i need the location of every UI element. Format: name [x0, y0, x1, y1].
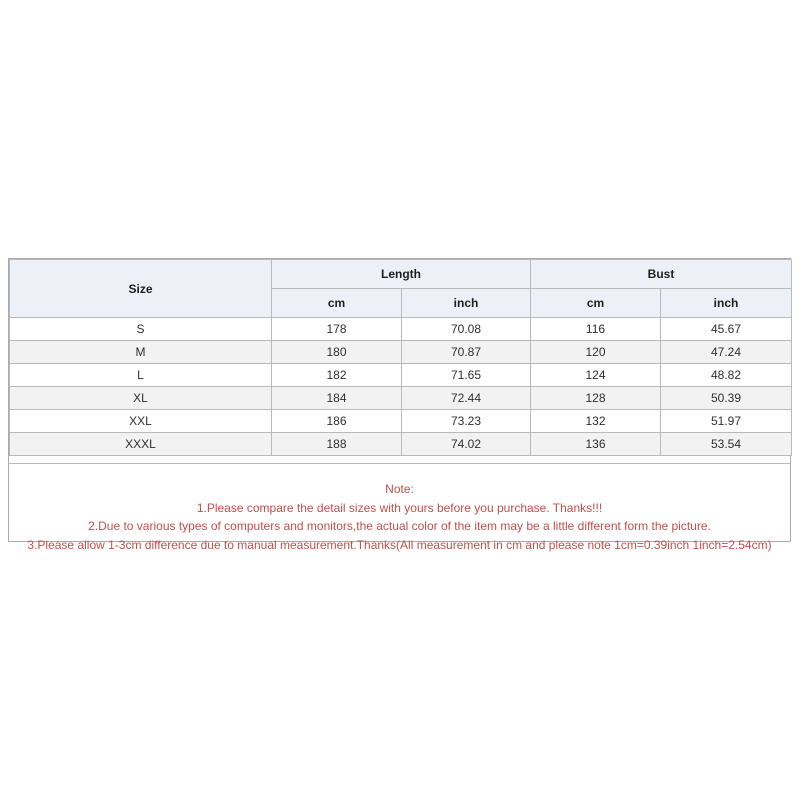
table-row: [10, 341, 792, 364]
bust-inch-cell: 45.67: [661, 318, 792, 341]
length-cm-cell: 178: [272, 318, 402, 341]
bust-cm-cell: 124: [531, 364, 661, 387]
table-row: [10, 318, 792, 341]
table-row: [10, 433, 792, 456]
bust-cm-cell: 132: [531, 410, 661, 433]
size-cell: XXXL: [10, 433, 272, 456]
size-header: Size: [10, 260, 272, 318]
size-cell: M: [10, 341, 272, 364]
length-inch-header: inch: [402, 289, 531, 318]
length-cm-cell: 186: [272, 410, 402, 433]
length-inch-cell: 73.23: [402, 410, 531, 433]
length-cm-cell: 188: [272, 433, 402, 456]
bust-inch-cell: 53.54: [661, 433, 792, 456]
bust-cm-cell: 136: [531, 433, 661, 456]
bust-cm-cell: 116: [531, 318, 661, 341]
length-cm-cell: 182: [272, 364, 402, 387]
bust-inch-cell: 51.97: [661, 410, 792, 433]
length-cm-cell: 184: [272, 387, 402, 410]
table-row: [10, 387, 792, 410]
length-inch-cell: 74.02: [402, 433, 531, 456]
bust-header: Bust: [531, 260, 792, 289]
size-cell: L: [10, 364, 272, 387]
bust-cm-cell: 120: [531, 341, 661, 364]
note-line-1: 1.Please compare the detail sizes with yours before you purchase. Thanks!!!: [196, 500, 603, 515]
size-chart: [8, 258, 791, 552]
header-row-groups: [10, 260, 792, 289]
length-inch-cell: 70.87: [402, 341, 531, 364]
note-line-2: 2.Due to various types of computers and monitors,the actual color of the item may be a little different form the picture.: [88, 519, 711, 533]
notes-section: [9, 463, 790, 554]
length-cm-cell: 180: [272, 341, 402, 364]
bust-inch-cell: 47.24: [661, 341, 792, 364]
size-table: [9, 259, 792, 456]
size-cell: XXL: [10, 410, 272, 433]
bust-inch-cell: 50.39: [661, 387, 792, 410]
size-cell: XL: [10, 387, 272, 410]
table-row: [10, 410, 792, 433]
length-inch-cell: 70.08: [402, 318, 531, 341]
bust-inch-header: inch: [661, 289, 792, 318]
length-inch-cell: 71.65: [402, 364, 531, 387]
size-cell: S: [10, 318, 272, 341]
bust-cm-cell: 128: [531, 387, 661, 410]
length-cm-header: cm: [272, 289, 402, 318]
length-header: Length: [272, 260, 531, 289]
notes-title: Note:: [385, 482, 414, 496]
bust-inch-cell: 48.82: [661, 364, 792, 387]
bust-cm-header: cm: [531, 289, 661, 318]
note-line-3: 3.Please allow 1-3cm difference due to manual measurement.Thanks(All measurement in cm and please note 1cm=0.39inch 1inch=2.54cm): [27, 537, 772, 552]
table-row: [10, 364, 792, 387]
length-inch-cell: 72.44: [402, 387, 531, 410]
